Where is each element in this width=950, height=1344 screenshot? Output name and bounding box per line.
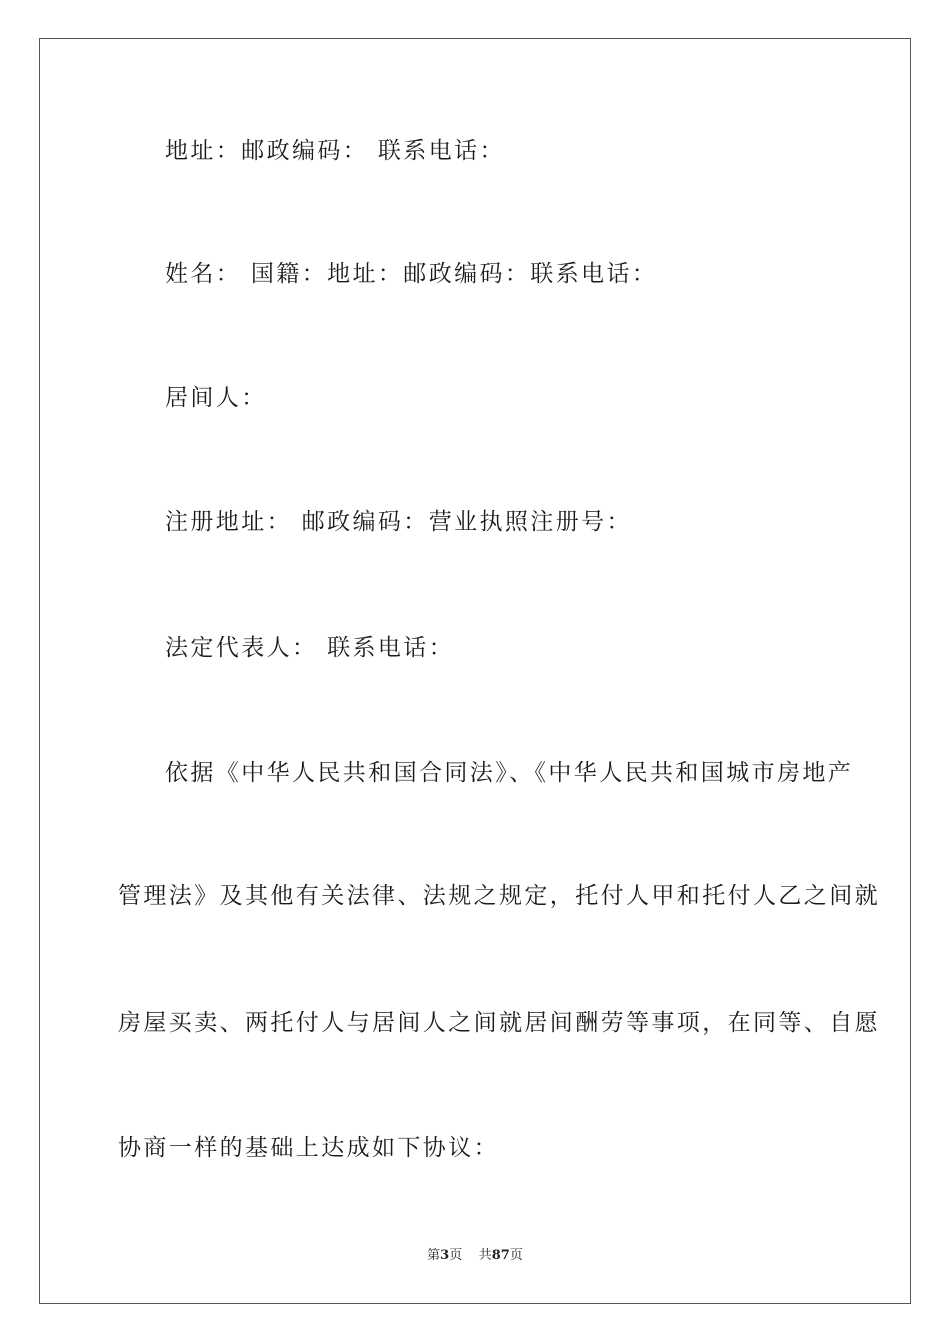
body-paragraph-line-2: 管理法》及其他有关法律、法规之规定，托付人甲和托付人乙之间就: [118, 883, 880, 909]
total-pages: 87: [491, 1248, 510, 1263]
intermediary-heading: 居间人：: [165, 385, 267, 411]
page-prefix: 第: [427, 1248, 441, 1263]
personal-info-line: 姓名： 国籍：地址：邮政编码：联系电话：: [165, 261, 658, 287]
body-paragraph-line-1: 依据《中华人民共和国合同法》、《中华人民共和国城市房地产: [165, 760, 854, 786]
total-suffix: 页: [509, 1248, 523, 1263]
page-number: 3: [440, 1248, 450, 1263]
body-paragraph-line-4: 协商一样的基础上达成如下协议：: [118, 1135, 499, 1161]
page-border: [39, 38, 911, 1304]
page-footer: [0, 1247, 950, 1265]
legal-representative-line: 法定代表人： 联系电话：: [165, 635, 455, 661]
total-prefix: 共: [478, 1248, 492, 1263]
address-line: 地址：邮政编码： 联系电话：: [165, 138, 505, 164]
body-paragraph-line-3: 房屋买卖、两托付人与居间人之间就居间酬劳等事项，在同等、自愿: [118, 1010, 880, 1036]
page-suffix: 页: [449, 1248, 463, 1263]
registration-line: 注册地址： 邮政编码：营业执照注册号：: [165, 509, 632, 535]
